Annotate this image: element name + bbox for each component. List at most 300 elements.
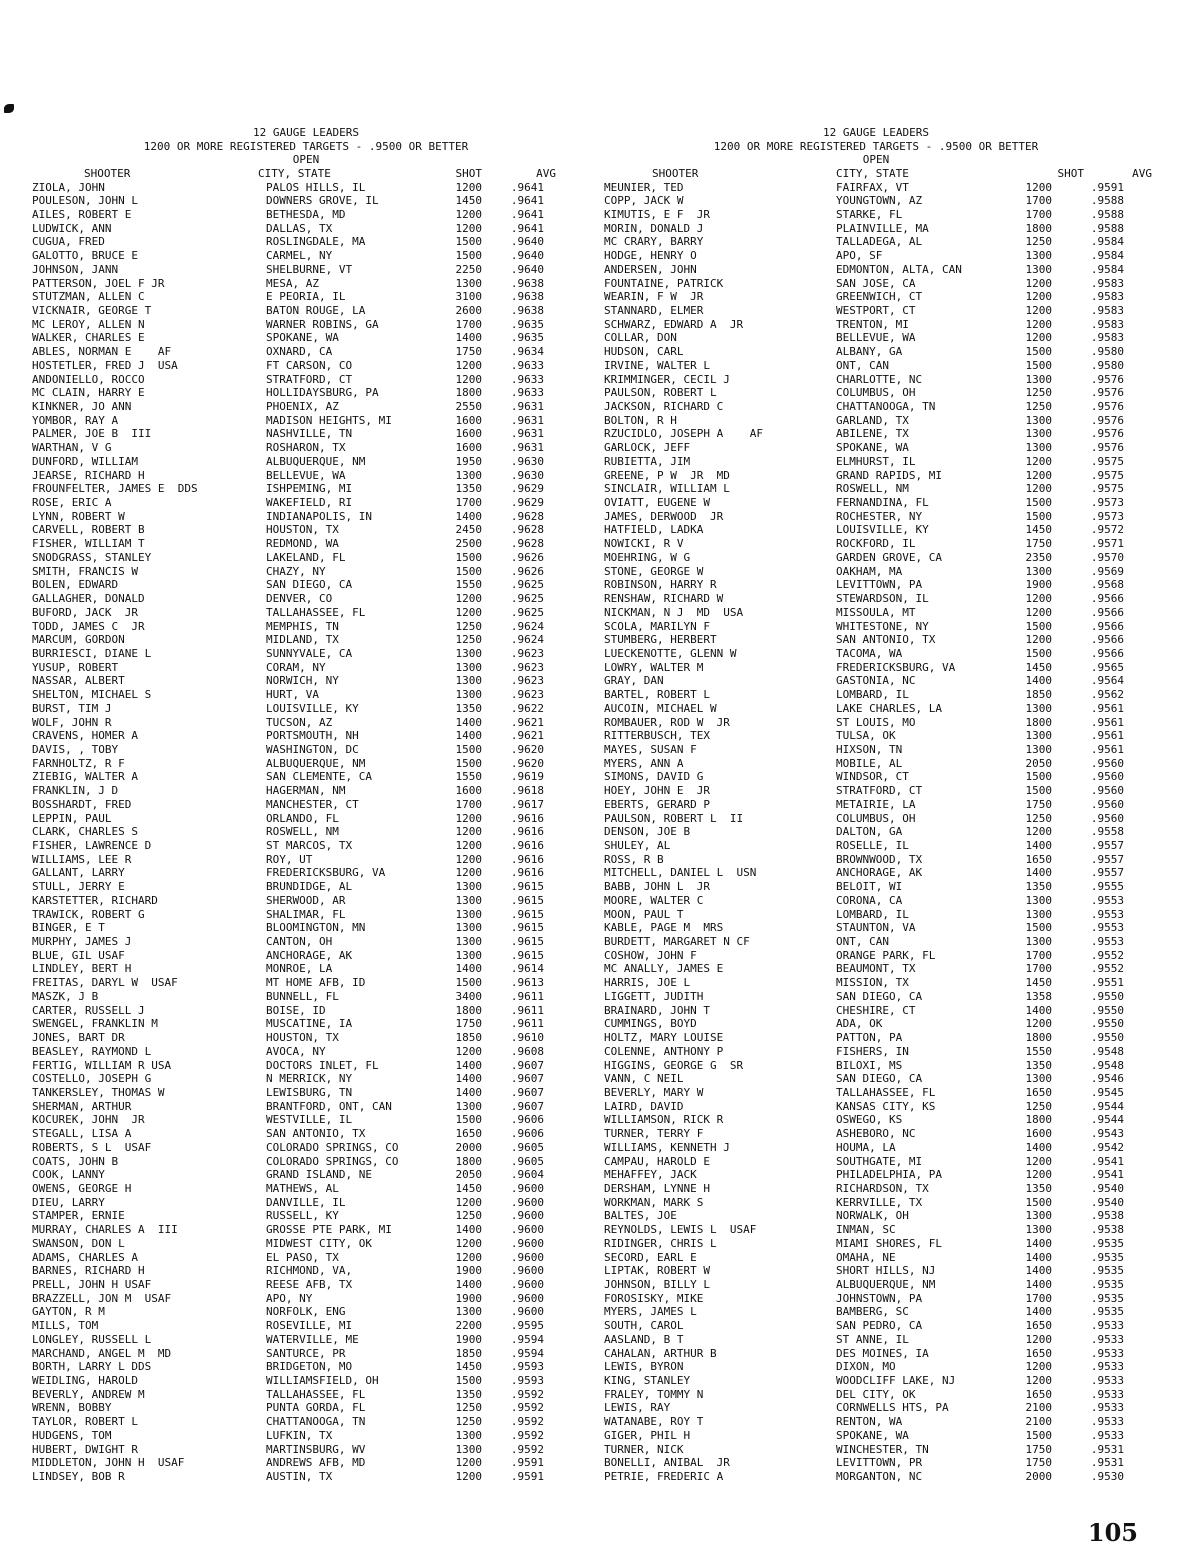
table-row xyxy=(596,784,1156,798)
shot-count: 1500 xyxy=(1025,509,1052,523)
shot-count: 1650 xyxy=(1025,1085,1052,1099)
table-row xyxy=(596,1470,1156,1484)
shooter-name: RZUCIDLO, JOSEPH A AF xyxy=(604,427,763,441)
city-state: GRAND RAPIDS, MI xyxy=(836,468,942,482)
city-state: SAN DIEGO, CA xyxy=(836,1072,923,1086)
city-state: GROSSE PTE PARK, MI xyxy=(266,1223,392,1237)
shot-count: 1358 xyxy=(1025,989,1052,1003)
shot-count: 2000 xyxy=(1025,1470,1052,1484)
table-row xyxy=(26,1347,586,1361)
table-row xyxy=(596,1168,1156,1182)
average: .9635 xyxy=(510,331,544,345)
average: .9616 xyxy=(510,811,544,825)
shot-count: 1250 xyxy=(1025,811,1052,825)
city-state: SAN ANTONIO, TX xyxy=(836,633,936,647)
table-row xyxy=(596,414,1156,428)
average: .9608 xyxy=(510,1044,544,1058)
city-state: ISHPEMING, MI xyxy=(266,482,353,496)
table-row xyxy=(596,1347,1156,1361)
city-state: PHILADELPHIA, PA xyxy=(836,1168,942,1182)
city-state: RENTON, WA xyxy=(836,1415,903,1429)
table-row xyxy=(26,537,586,551)
shooter-name: JOHNSON, JANN xyxy=(32,262,119,276)
city-state: WARNER ROBINS, GA xyxy=(266,317,379,331)
shooter-name: SHULEY, AL xyxy=(604,839,671,852)
city-state: GRAND ISLAND, NE xyxy=(266,1168,372,1182)
table-row xyxy=(596,551,1156,565)
city-state: SPOKANE, WA xyxy=(836,441,909,455)
shooter-name: STUTZMAN, ALLEN C xyxy=(32,290,145,304)
average: .9607 xyxy=(510,1085,544,1099)
average: .9533 xyxy=(1090,1428,1124,1442)
table-row xyxy=(26,1031,586,1045)
shooter-name: COPP, JACK W xyxy=(604,194,684,208)
average: .9594 xyxy=(510,1346,544,1360)
average: .9560 xyxy=(1090,797,1124,811)
average: .9592 xyxy=(510,1442,544,1456)
city-state: BETHESDA, MD xyxy=(266,207,346,221)
table-row xyxy=(26,729,586,743)
city-state: LEWISBURG, TN xyxy=(266,1085,353,1099)
city-state: SANTURCE, PR xyxy=(266,1346,346,1360)
average: .9605 xyxy=(510,1140,544,1154)
shot-count: 1200 xyxy=(1025,180,1052,194)
city-state: TALLAHASSEE, FL xyxy=(836,1085,936,1099)
average: .9628 xyxy=(510,523,544,537)
shooter-name: BEASLEY, RAYMOND L xyxy=(32,1044,152,1058)
shooter-name: VANN, C NEIL xyxy=(604,1072,684,1086)
shot-count: 1650 xyxy=(1025,1319,1052,1333)
city-state: HOLLIDAYSBURG, PA xyxy=(266,386,379,400)
average: .9641 xyxy=(510,221,544,235)
city-state: APO, SF xyxy=(836,249,883,263)
city-state: ONT, CAN xyxy=(836,935,889,949)
table-row xyxy=(596,1004,1156,1018)
table-row xyxy=(596,469,1156,483)
table-row xyxy=(26,414,586,428)
city-state: NASHVILLE, TN xyxy=(266,427,353,441)
average: .9631 xyxy=(510,413,544,427)
city-state: SHORT HILLS, NJ xyxy=(836,1264,936,1278)
shot-count: 1500 xyxy=(455,1374,482,1388)
average: .9641 xyxy=(510,194,544,208)
shot-count: 1700 xyxy=(455,317,482,331)
city-state: SPOKANE, WA xyxy=(266,331,339,345)
column-category: OPEN xyxy=(292,153,320,167)
table-row xyxy=(596,222,1156,236)
city-state: FISHERS, IN xyxy=(836,1044,909,1058)
shot-count: 1300 xyxy=(1025,1072,1052,1086)
average: .9606 xyxy=(510,1113,544,1127)
shot-count: 1400 xyxy=(455,1278,482,1291)
table-row xyxy=(596,1155,1156,1169)
city-state: PHOENIX, AZ xyxy=(266,400,339,413)
shot-count: 1200 xyxy=(1025,276,1052,290)
city-state: DIXON, MO xyxy=(836,1360,896,1374)
city-state: ANCHORAGE, AK xyxy=(266,948,353,962)
shooter-name: KING, STANLEY xyxy=(604,1374,691,1388)
average: .9561 xyxy=(1090,742,1124,756)
table-row xyxy=(26,496,586,510)
shooter-name: FISHER, WILLIAM T xyxy=(32,537,145,551)
average: .9566 xyxy=(1090,646,1124,660)
leader-list xyxy=(26,181,586,1484)
city-state: HIXSON, TN xyxy=(836,742,903,756)
average: .9623 xyxy=(510,660,544,674)
table-row xyxy=(596,194,1156,208)
average: .9594 xyxy=(510,1332,544,1346)
average: .9633 xyxy=(510,358,544,372)
city-state: TULSA, OK xyxy=(836,729,896,743)
table-row xyxy=(26,565,586,579)
table-row xyxy=(596,770,1156,784)
shot-count: 1700 xyxy=(1025,194,1052,208)
city-state: SPOKANE, WA xyxy=(836,1428,909,1442)
shot-count: 1200 xyxy=(455,839,482,852)
shot-count: 1400 xyxy=(1025,866,1052,880)
shooter-name: ANDERSEN, JOHN xyxy=(604,262,697,276)
table-row xyxy=(26,661,586,675)
shooter-name: GRAY, DAN xyxy=(604,674,664,688)
leader-list xyxy=(596,181,1156,1484)
table-row xyxy=(596,578,1156,592)
city-state: DALTON, GA xyxy=(836,825,903,839)
shooter-name: CARVELL, ROBERT B xyxy=(32,523,145,537)
average: .9622 xyxy=(510,701,544,715)
shooter-name: COLENNE, ANTHONY P xyxy=(604,1044,724,1058)
average: .9576 xyxy=(1090,441,1124,455)
city-state: BATON ROUGE, LA xyxy=(266,303,366,317)
shooter-name: BURST, TIM J xyxy=(32,701,112,715)
table-row xyxy=(26,812,586,826)
shooter-name: COSTELLO, JOSEPH G xyxy=(32,1072,152,1086)
shooter-name: STONE, GEORGE W xyxy=(604,564,704,578)
shot-count: 1200 xyxy=(1025,1374,1052,1388)
shooter-name: BABB, JOHN L JR xyxy=(604,880,710,894)
shooter-name: TRAWICK, ROBERT G xyxy=(32,907,145,921)
table-row xyxy=(26,1415,586,1429)
city-state: LEVITTOWN, PA xyxy=(836,578,923,592)
city-state: MARTINSBURG, WV xyxy=(266,1442,366,1456)
shooter-name: MOEHRING, W G xyxy=(604,550,691,564)
city-state: TALLAHASSEE, FL xyxy=(266,605,366,619)
shot-count: 1400 xyxy=(455,729,482,743)
average: .9566 xyxy=(1090,605,1124,619)
shooter-name: HOEY, JOHN E JR xyxy=(604,784,710,798)
average: .9617 xyxy=(510,797,544,811)
shooter-name: LINDLEY, BERT H xyxy=(32,962,132,976)
city-state: COLUMBUS, OH xyxy=(836,386,916,400)
table-row xyxy=(596,482,1156,496)
shooter-name: WALKER, CHARLES E xyxy=(32,331,145,345)
table-row xyxy=(26,1004,586,1018)
shooter-name: LINDSEY, BOB R xyxy=(32,1470,125,1484)
table-row xyxy=(596,976,1156,990)
shooter-name: NICKMAN, N J MD USA xyxy=(604,605,744,619)
city-state: LAKE CHARLES, LA xyxy=(836,701,942,715)
header-city: CITY, STATE xyxy=(258,166,331,180)
average: .9560 xyxy=(1090,811,1124,825)
shot-count: 1300 xyxy=(455,1442,482,1456)
city-state: SAN PEDRO, CA xyxy=(836,1319,923,1333)
shooter-name: FARNHOLTZ, R F xyxy=(32,756,125,770)
shot-count: 1300 xyxy=(1025,262,1052,276)
average: .9535 xyxy=(1090,1236,1124,1250)
city-state: MOBILE, AL xyxy=(836,756,903,770)
average: .9638 xyxy=(510,276,544,290)
table-row xyxy=(596,798,1156,812)
shooter-name: ROSS, R B xyxy=(604,852,664,866)
city-state: DES MOINES, IA xyxy=(836,1346,929,1360)
average: .9535 xyxy=(1090,1264,1124,1278)
table-row xyxy=(596,1305,1156,1319)
average: .9561 xyxy=(1090,715,1124,729)
shot-count: 1350 xyxy=(455,1387,482,1401)
header-shot: SHOT xyxy=(455,166,482,180)
city-state: SAN DIEGO, CA xyxy=(836,989,923,1003)
city-state: ST LOUIS, MO xyxy=(836,715,916,729)
city-state: TRENTON, MI xyxy=(836,317,909,331)
shot-count: 1300 xyxy=(1025,907,1052,921)
average: .9533 xyxy=(1090,1346,1124,1360)
average: .9611 xyxy=(510,1003,544,1017)
table-row xyxy=(596,318,1156,332)
city-state: ELMHURST, IL xyxy=(836,454,916,468)
shooter-name: LYNN, ROBERT W xyxy=(32,509,125,523)
shooter-name: LEWIS, RAY xyxy=(604,1401,671,1415)
table-row xyxy=(26,962,586,976)
shot-count: 1600 xyxy=(1025,1127,1052,1141)
shot-count: 1750 xyxy=(1025,1442,1052,1456)
shooter-name: REYNOLDS, LEWIS L USAF xyxy=(604,1223,757,1237)
average: .9533 xyxy=(1090,1401,1124,1415)
shooter-name: BINGER, E T xyxy=(32,921,105,935)
average: .9583 xyxy=(1090,290,1124,304)
table-row xyxy=(596,839,1156,853)
city-state: ONT, CAN xyxy=(836,358,889,372)
shot-count: 1300 xyxy=(455,674,482,688)
shot-count: 1850 xyxy=(1025,688,1052,702)
city-state: BELOIT, WI xyxy=(836,880,903,894)
city-state: DEL CITY, OK xyxy=(836,1387,916,1401)
city-state: TALLAHASSEE, FL xyxy=(266,1387,366,1401)
shot-count: 1450 xyxy=(1025,523,1052,537)
shot-count: 1200 xyxy=(1025,317,1052,331)
shot-count: 1500 xyxy=(1025,1195,1052,1209)
city-state: OMAHA, NE xyxy=(836,1250,896,1264)
city-state: MADISON HEIGHTS, MI xyxy=(266,413,392,427)
city-state: RICHARDSON, TX xyxy=(836,1181,929,1195)
city-state: ORLANDO, FL xyxy=(266,811,339,825)
shot-count: 1500 xyxy=(1025,345,1052,359)
shot-count: 1200 xyxy=(455,825,482,839)
average: .9600 xyxy=(510,1236,544,1250)
shooter-name: ROMBAUER, ROD W JR xyxy=(604,715,730,729)
shot-count: 1400 xyxy=(1025,839,1052,852)
average: .9566 xyxy=(1090,592,1124,606)
shooter-name: SOUTH, CAROL xyxy=(604,1319,684,1333)
shooter-name: YUSUP, ROBERT xyxy=(32,660,119,674)
city-state: WOODCLIFF LAKE, NJ xyxy=(836,1374,956,1388)
city-state: WESTVILLE, IL xyxy=(266,1113,353,1127)
shot-count: 2200 xyxy=(455,1319,482,1333)
average: .9572 xyxy=(1090,523,1124,537)
table-row xyxy=(26,798,586,812)
shot-count: 1750 xyxy=(1025,537,1052,551)
average: .9588 xyxy=(1090,221,1124,235)
average: .9614 xyxy=(510,962,544,976)
table-row xyxy=(596,1059,1156,1073)
city-state: NORWICH, NY xyxy=(266,674,339,688)
average: .9629 xyxy=(510,496,544,510)
average: .9591 xyxy=(510,1456,544,1470)
shot-count: 2100 xyxy=(1025,1415,1052,1429)
city-state: FREDERICKSBURG, VA xyxy=(836,660,956,674)
average: .9566 xyxy=(1090,633,1124,647)
average: .9552 xyxy=(1090,948,1124,962)
shooter-name: DIEU, LARRY xyxy=(32,1195,105,1209)
table-row xyxy=(596,455,1156,469)
shooter-name: LOWRY, WALTER M xyxy=(604,660,704,674)
shooter-name: KRIMMINGER, CECIL J xyxy=(604,372,730,386)
shooter-name: SINCLAIR, WILLIAM L xyxy=(604,482,730,496)
table-row xyxy=(596,962,1156,976)
shot-count: 1950 xyxy=(455,454,482,468)
city-state: ROSLINGDALE, MA xyxy=(266,235,366,249)
city-state: CHATTANOOGA, TN xyxy=(836,400,936,413)
shooter-name: DUNFORD, WILLIAM xyxy=(32,454,138,468)
table-row xyxy=(596,1264,1156,1278)
header-shot: SHOT xyxy=(1057,166,1084,180)
average: .9634 xyxy=(510,345,544,359)
shooter-name: BORTH, LARRY L DDS xyxy=(32,1360,152,1374)
shot-count: 1200 xyxy=(1025,1017,1052,1031)
city-state: ST ANNE, IL xyxy=(836,1332,909,1346)
city-state: STRATFORD, CT xyxy=(836,784,923,798)
table-row xyxy=(596,277,1156,291)
table-row xyxy=(596,249,1156,263)
table-row xyxy=(26,1264,586,1278)
shooter-name: SHERMAN, ARTHUR xyxy=(32,1099,132,1113)
table-row xyxy=(26,208,586,222)
city-state: MIAMI SHORES, FL xyxy=(836,1236,942,1250)
shooter-name: KINKNER, JO ANN xyxy=(32,400,132,413)
city-state: ROSWELL, NM xyxy=(836,482,909,496)
table-row xyxy=(26,1072,586,1086)
average: .9576 xyxy=(1090,400,1124,413)
shooter-name: STUMBERG, HERBERT xyxy=(604,633,717,647)
shooter-name: PETRIE, FREDERIC A xyxy=(604,1470,724,1484)
table-row xyxy=(596,702,1156,716)
city-state: ST MARCOS, TX xyxy=(266,839,353,852)
shooter-name: GALLANT, LARRY xyxy=(32,866,125,880)
shooter-name: JEARSE, RICHARD H xyxy=(32,468,145,482)
shooter-name: GALLAGHER, DONALD xyxy=(32,592,145,606)
average: .9641 xyxy=(510,180,544,194)
table-row xyxy=(26,1292,586,1306)
shot-count: 1300 xyxy=(1025,427,1052,441)
city-state: COLUMBUS, OH xyxy=(836,811,916,825)
shot-count: 1450 xyxy=(1025,976,1052,990)
shooter-name: SECORD, EARL E xyxy=(604,1250,697,1264)
table-row xyxy=(26,194,586,208)
city-state: BELLEVUE, WA xyxy=(266,468,346,482)
table-row xyxy=(26,866,586,880)
shooter-name: WATANABE, ROY T xyxy=(604,1415,704,1429)
table-row xyxy=(596,743,1156,757)
city-state: FT CARSON, CO xyxy=(266,358,353,372)
city-state: PATTON, PA xyxy=(836,1031,903,1045)
city-state: ALBANY, GA xyxy=(836,345,903,359)
shot-count: 1500 xyxy=(455,249,482,263)
city-state: CHARLOTTE, NC xyxy=(836,372,923,386)
shooter-name: BURRIESCI, DIANE L xyxy=(32,646,152,660)
average: .9553 xyxy=(1090,935,1124,949)
average: .9550 xyxy=(1090,989,1124,1003)
average: .9533 xyxy=(1090,1332,1124,1346)
city-state: BRANTFORD, ONT, CAN xyxy=(266,1099,392,1113)
shooter-name: PRELL, JOHN H USAF xyxy=(32,1278,152,1291)
average: .9561 xyxy=(1090,729,1124,743)
shooter-name: JOHNSON, BILLY L xyxy=(604,1278,710,1291)
shot-count: 1200 xyxy=(455,866,482,880)
shot-count: 1300 xyxy=(455,935,482,949)
shot-count: 2250 xyxy=(455,262,482,276)
shot-count: 1200 xyxy=(1025,1168,1052,1182)
table-row xyxy=(26,441,586,455)
average: .9593 xyxy=(510,1374,544,1388)
shot-count: 1200 xyxy=(1025,825,1052,839)
city-state: BEAUMONT, TX xyxy=(836,962,916,976)
average: .9546 xyxy=(1090,1072,1124,1086)
city-state: BELLEVUE, WA xyxy=(836,331,916,345)
shooter-name: BARTEL, ROBERT L xyxy=(604,688,710,702)
average: .9631 xyxy=(510,400,544,413)
city-state: PLAINVILLE, MA xyxy=(836,221,929,235)
table-row xyxy=(596,510,1156,524)
shooter-name: CARTER, RUSSELL J xyxy=(32,1003,145,1017)
shooter-name: BEVERLY, MARY W xyxy=(604,1085,704,1099)
shot-count: 1900 xyxy=(455,1291,482,1305)
city-state: MANCHESTER, CT xyxy=(266,797,359,811)
shooter-name: CUGUA, FRED xyxy=(32,235,105,249)
shot-count: 1300 xyxy=(455,688,482,702)
page-number: 105 xyxy=(1087,1518,1138,1547)
shooter-name: MIDDLETON, JOHN H USAF xyxy=(32,1456,185,1470)
shot-count: 1500 xyxy=(1025,784,1052,798)
shooter-name: KARSTETTER, RICHARD xyxy=(32,893,158,907)
table-row xyxy=(26,1278,586,1292)
average: .9610 xyxy=(510,1031,544,1045)
table-row xyxy=(596,1045,1156,1059)
shot-count: 1800 xyxy=(1025,1031,1052,1045)
average: .9607 xyxy=(510,1072,544,1086)
city-state: ANCHORAGE, AK xyxy=(836,866,923,880)
shot-count: 1300 xyxy=(455,276,482,290)
shot-count: 1250 xyxy=(1025,386,1052,400)
shot-count: 1250 xyxy=(455,1209,482,1223)
shot-count: 1450 xyxy=(455,1181,482,1195)
average: .9533 xyxy=(1090,1387,1124,1401)
shooter-name: COATS, JOHN B xyxy=(32,1154,119,1168)
table-row xyxy=(596,1251,1156,1265)
table-row xyxy=(26,1305,586,1319)
city-state: ROCHESTER, NY xyxy=(836,509,923,523)
table-row xyxy=(26,880,586,894)
table-row xyxy=(26,1086,586,1100)
table-row xyxy=(26,839,586,853)
city-state: WINDSOR, CT xyxy=(836,770,909,784)
